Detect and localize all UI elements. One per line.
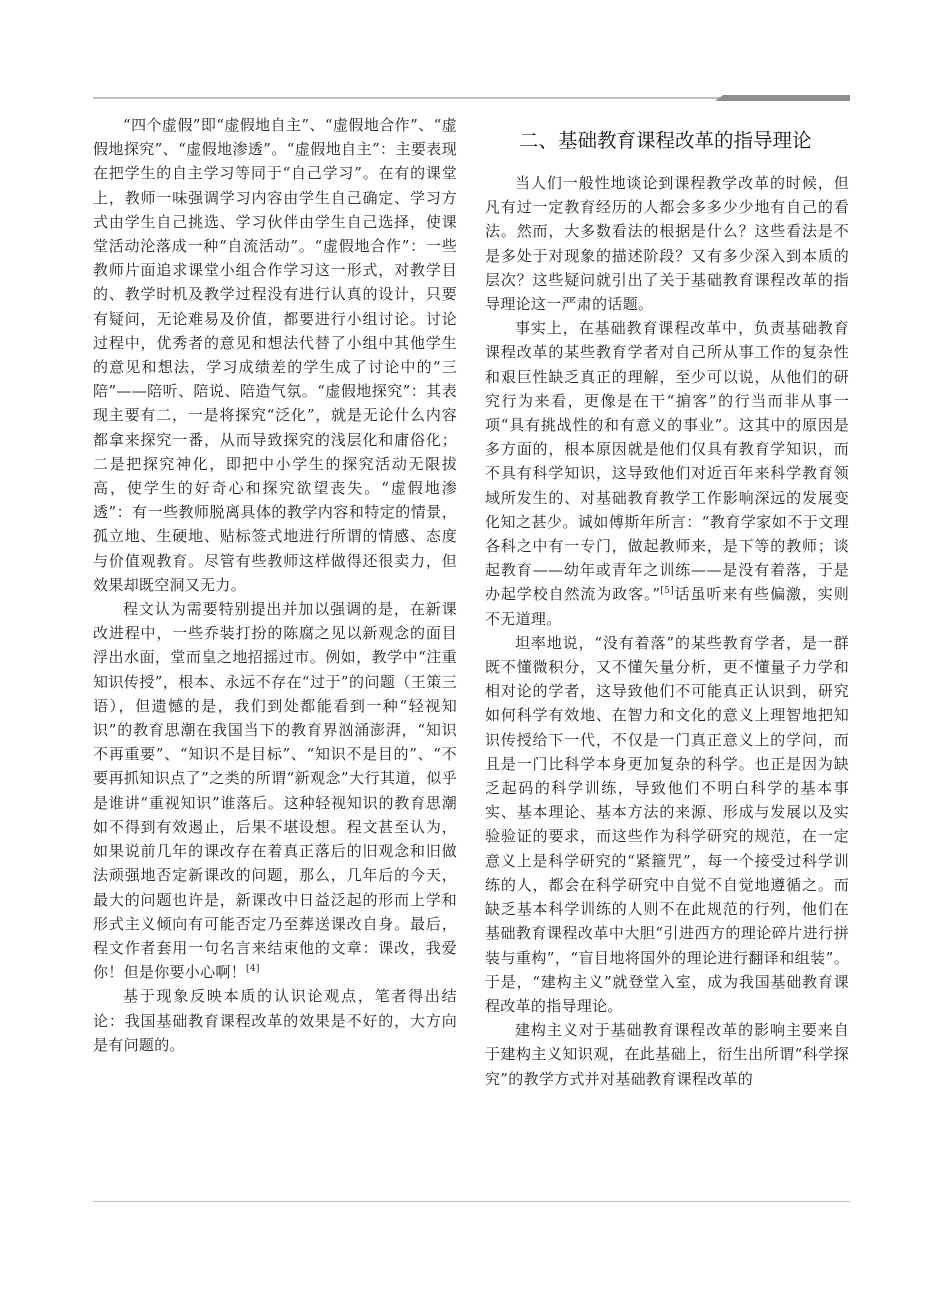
paragraph-text: 事实上，在基础教育课程改革中，负责基础教育课程改革的某些教育学者对自己所从事工作的复杂性和艰巨性缺乏真正的理解，至少可以说，从他们的研究行为来看，更像是在干“掮客”的行当而非从事一项“具有挑战性的和有意义的事业”。这其中的原因是多方面的，根本原因就是他们仅具有教育学知识，而不具有科学知识，这导致他们对近百年来科学教育领域所发生的、对基础教育教学工作影响深远的发展变化知之甚少。诚如傅斯年所言：“教育学家如不于文理各科之中有一专门，做起教师来，是下等的教师；谈起教育——幼年或青年之训练——是没有着落，于是办起学校自然流为政客。” [485,319,849,604]
paragraph: 建构主义对于基础教育课程改革的影响主要来自于建构主义知识观，在此基础上，衍生出所谓“科学探究”的教学方式并对基础教育课程改革的 [485,1021,849,1088]
footer-rule [93,1201,850,1202]
citation-marker: [5] [660,586,675,597]
paragraph: “四个虚假”即“虚假地自主”、“虚假地合作”、“虚假地探究”、“虚假地渗透”。“虚假地自主”：主要表现在把学生的自主学习等同于“自己学习”。在有的课堂上，教师一味强调学习内容由学生自己确定、学习方式由学生自己挑选、学习伙伴由学生自己选择，使课堂活动沦落成一种“自流活动”。“虚假地合作”：一些教师片面追求课堂小组合作学习这一形式，对教学目的、教学时机及教学过程没有进行认真的设计，只要有疑问，无论难易及价值，都要进行小组讨论。讨论过程中，优秀者的意见和想法代替了小组中其他学生的意见和想法，学习成绩差的学生成了讨论中的“三陪”——陪听、陪说、陪造气氛。“虚假地探究”：其表现主要有二，一是将探究“泛化”，就是无论什么内容都拿来探究一番，从而导致探究的浅层化和庸俗化；二是把探究神化，即把中小学生的探究活动无限拔高，使学生的好奇心和探究欲望丧失。“虚假地渗透”：有一些教师脱离具体的教学内容和特定的情景，孤立地、生硬地、贴标签式地进行所谓的情感、态度与价值观教育。尽管有些教师这样做得还很卖力，但效果却既空洞又无力。 [93,116,457,594]
paragraph-text: 话虽听来有些偏激，实则不无道理。 [485,585,849,628]
right-column [485,113,849,1193]
paragraph [485,316,849,631]
paragraph: 坦率地说，“没有着落”的某些教育学者，是一群既不懂微积分，又不懂矢量分析，更不懂量子力学和相对论的学者，这导致他们不可能真正认识到，研究如何科学有效地、在智力和文化的意义上理智地把知识传授给下一代，不仅是一门真正意义上的学问，而且是一门比科学本身更加复杂的科学。也正是因为缺乏起码的科学训练，导致他们不明白科学的基本事实、基本理论、基本方法的来源、形成与发展以及实验验证的要求，而这些作为科学研究的规范，在一定意义上是科学研究的“紧箍咒”，每一个接受过科学训练的人，都会在科学研究中自觉不自觉地遵循之。而缺乏基本科学训练的人则不在此规范的行列，他们在基础教育课程改革中大胆“引进西方的理论碎片进行拼装与重构”，“盲目地将国外的理论进行翻译和组装”。于是，“建构主义”就登堂入室，成为我国基础教育课程改革的指导理论。 [485,633,849,1015]
section-heading: 二、基础教育课程改革的指导理论 [519,129,812,152]
left-column [93,113,457,1191]
paragraph [93,597,457,984]
paragraph: 当人们一般性地谈论到课程教学改革的时候，但凡有过一定教育经历的人都会多多少少地有自己的看法。然而，大多数看法的根据是什么？这些看法是不是多处于对现象的描述阶段？又有多少深入到本质的层次？这些疑问就引出了关于基础教育课程改革的指导理论这一严肃的话题。 [485,174,849,314]
paragraph: 基于现象反映本质的认识论观点，笔者得出结论：我国基础教育课程改革的效果是不好的，大方向是有问题的。 [93,987,457,1054]
paragraph-text: 程文认为需要特别提出并加以强调的是，在新课改进程中，一些乔装打扮的陈腐之见以新观念的面目浮出水面，堂而皇之地招摇过市。例如，教学中“注重知识传授”，根本、永远不存在“过于”的问题（王策三语），但遗憾的是，我们到处都能看到一种“轻视知识”的教育思潮在我国当下的教育界汹涌澎湃，“知识不再重要”、“知识不是目标”、“知识不是目的”、“不要再抓知识点了”之类的所谓“新观念”大行其道，似乎是谁讲“重视知识”谁落后。这种轻视知识的教育思潮如不得到有效遏止，后果不堪设想。程文甚至认为，如果说前几年的课改存在着真正落后的旧观念和旧做法顽强地否定新课改的问题，那么，几年后的今天，最大的问题也许是，新课改中日益泛起的形而上学和形式主义倾向有可能否定乃至葬送课改自身。最后，程文作者套用一句名言来结束他的文章：课改，我爱你！但是你要小心啊！ [93,600,457,982]
citation-marker: [4] [246,964,260,975]
header-tab-accent [715,95,850,101]
